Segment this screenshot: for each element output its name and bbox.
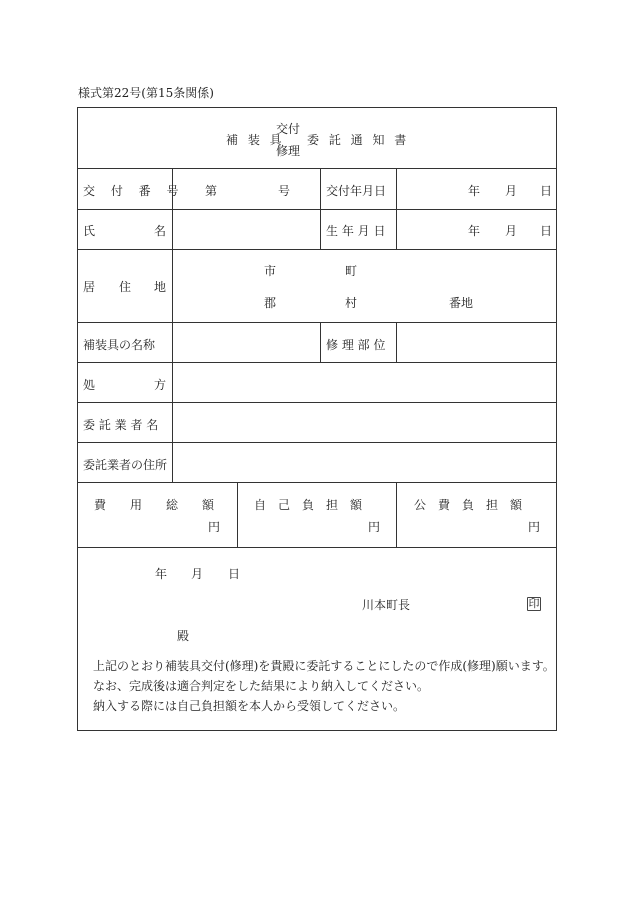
total-cost-label: 費 用 総 額 (94, 498, 215, 512)
issue-date-day: 日 (540, 184, 553, 198)
device-name-label: 補装具の名称 (83, 338, 156, 352)
total-cost-unit: 円 (208, 520, 221, 534)
birth-date-month: 月 (505, 224, 518, 238)
title-option-repair: 修理 (276, 144, 301, 158)
issue-number-prefix: 第 (205, 184, 218, 198)
column-divider (237, 482, 238, 547)
form-number: 様式第22号(第15条関係) (78, 86, 214, 100)
self-pay-label: 自 己 負 担 額 (254, 498, 363, 512)
notice-date-year: 年 (155, 567, 168, 581)
address-village: 村 (345, 296, 358, 310)
notice-line-3: 納入する際には自己負担額を本人から受領してください。 (93, 699, 406, 713)
divider (77, 442, 557, 443)
address-label-3: 地 (154, 280, 167, 294)
divider (77, 547, 557, 548)
address-city: 市 (264, 264, 277, 278)
issuer: 川本町長 (362, 598, 411, 612)
issue-date-year: 年 (468, 184, 481, 198)
notice-line-1: 上記のとおり補装具交付(修理)を貴殿に委託することにしたので作成(修理)願います。 (93, 659, 555, 673)
divider (77, 362, 557, 363)
divider (77, 402, 557, 403)
issue-date-month: 月 (505, 184, 518, 198)
birth-date-label: 生 年 月 日 (326, 224, 386, 238)
repair-part-label: 修 理 部 位 (326, 338, 386, 352)
divider (77, 249, 557, 250)
address-label-1: 居 (83, 280, 96, 294)
prescription-label-1: 処 (83, 378, 96, 392)
divider (77, 322, 557, 323)
self-pay-unit: 円 (368, 520, 381, 534)
notice-line-2: なお、完成後は適合判定をした結果により納入してください。 (93, 679, 430, 693)
divider (77, 168, 557, 169)
column-divider (172, 168, 173, 482)
column-divider (320, 168, 321, 249)
name-label-1: 氏 (83, 224, 96, 238)
title-prefix: 補 装 具 (226, 133, 285, 147)
addressee: 殿 (177, 629, 190, 643)
contractor-address-label: 委託業者の住所 (83, 458, 168, 472)
public-pay-unit: 円 (528, 520, 541, 534)
notice-date-month: 月 (191, 567, 204, 581)
birth-date-year: 年 (468, 224, 481, 238)
column-divider (320, 322, 321, 362)
address-town: 町 (345, 264, 358, 278)
seal-mark: 印 (528, 597, 540, 610)
name-label-2: 名 (154, 224, 167, 238)
divider (77, 209, 557, 210)
contractor-name-label: 委 託 業 者 名 (83, 418, 159, 432)
prescription-label-2: 方 (154, 378, 167, 392)
title-option-issue: 交付 (276, 122, 301, 136)
address-label-2: 住 (119, 280, 132, 294)
column-divider (396, 168, 397, 249)
birth-date-day: 日 (540, 224, 553, 238)
divider (77, 482, 557, 483)
column-divider (396, 482, 397, 547)
issue-number-suffix: 号 (278, 184, 291, 198)
issue-date-label: 交付年月日 (326, 184, 387, 198)
address-lot: 番地 (449, 296, 474, 310)
public-pay-label: 公 費 負 担 額 (414, 498, 523, 512)
notice-date-day: 日 (228, 567, 241, 581)
column-divider (396, 322, 397, 362)
issue-number-label: 交 付 番 号 (83, 184, 185, 198)
address-county: 郡 (264, 296, 277, 310)
title-suffix: 委 託 通 知 書 (307, 133, 410, 147)
